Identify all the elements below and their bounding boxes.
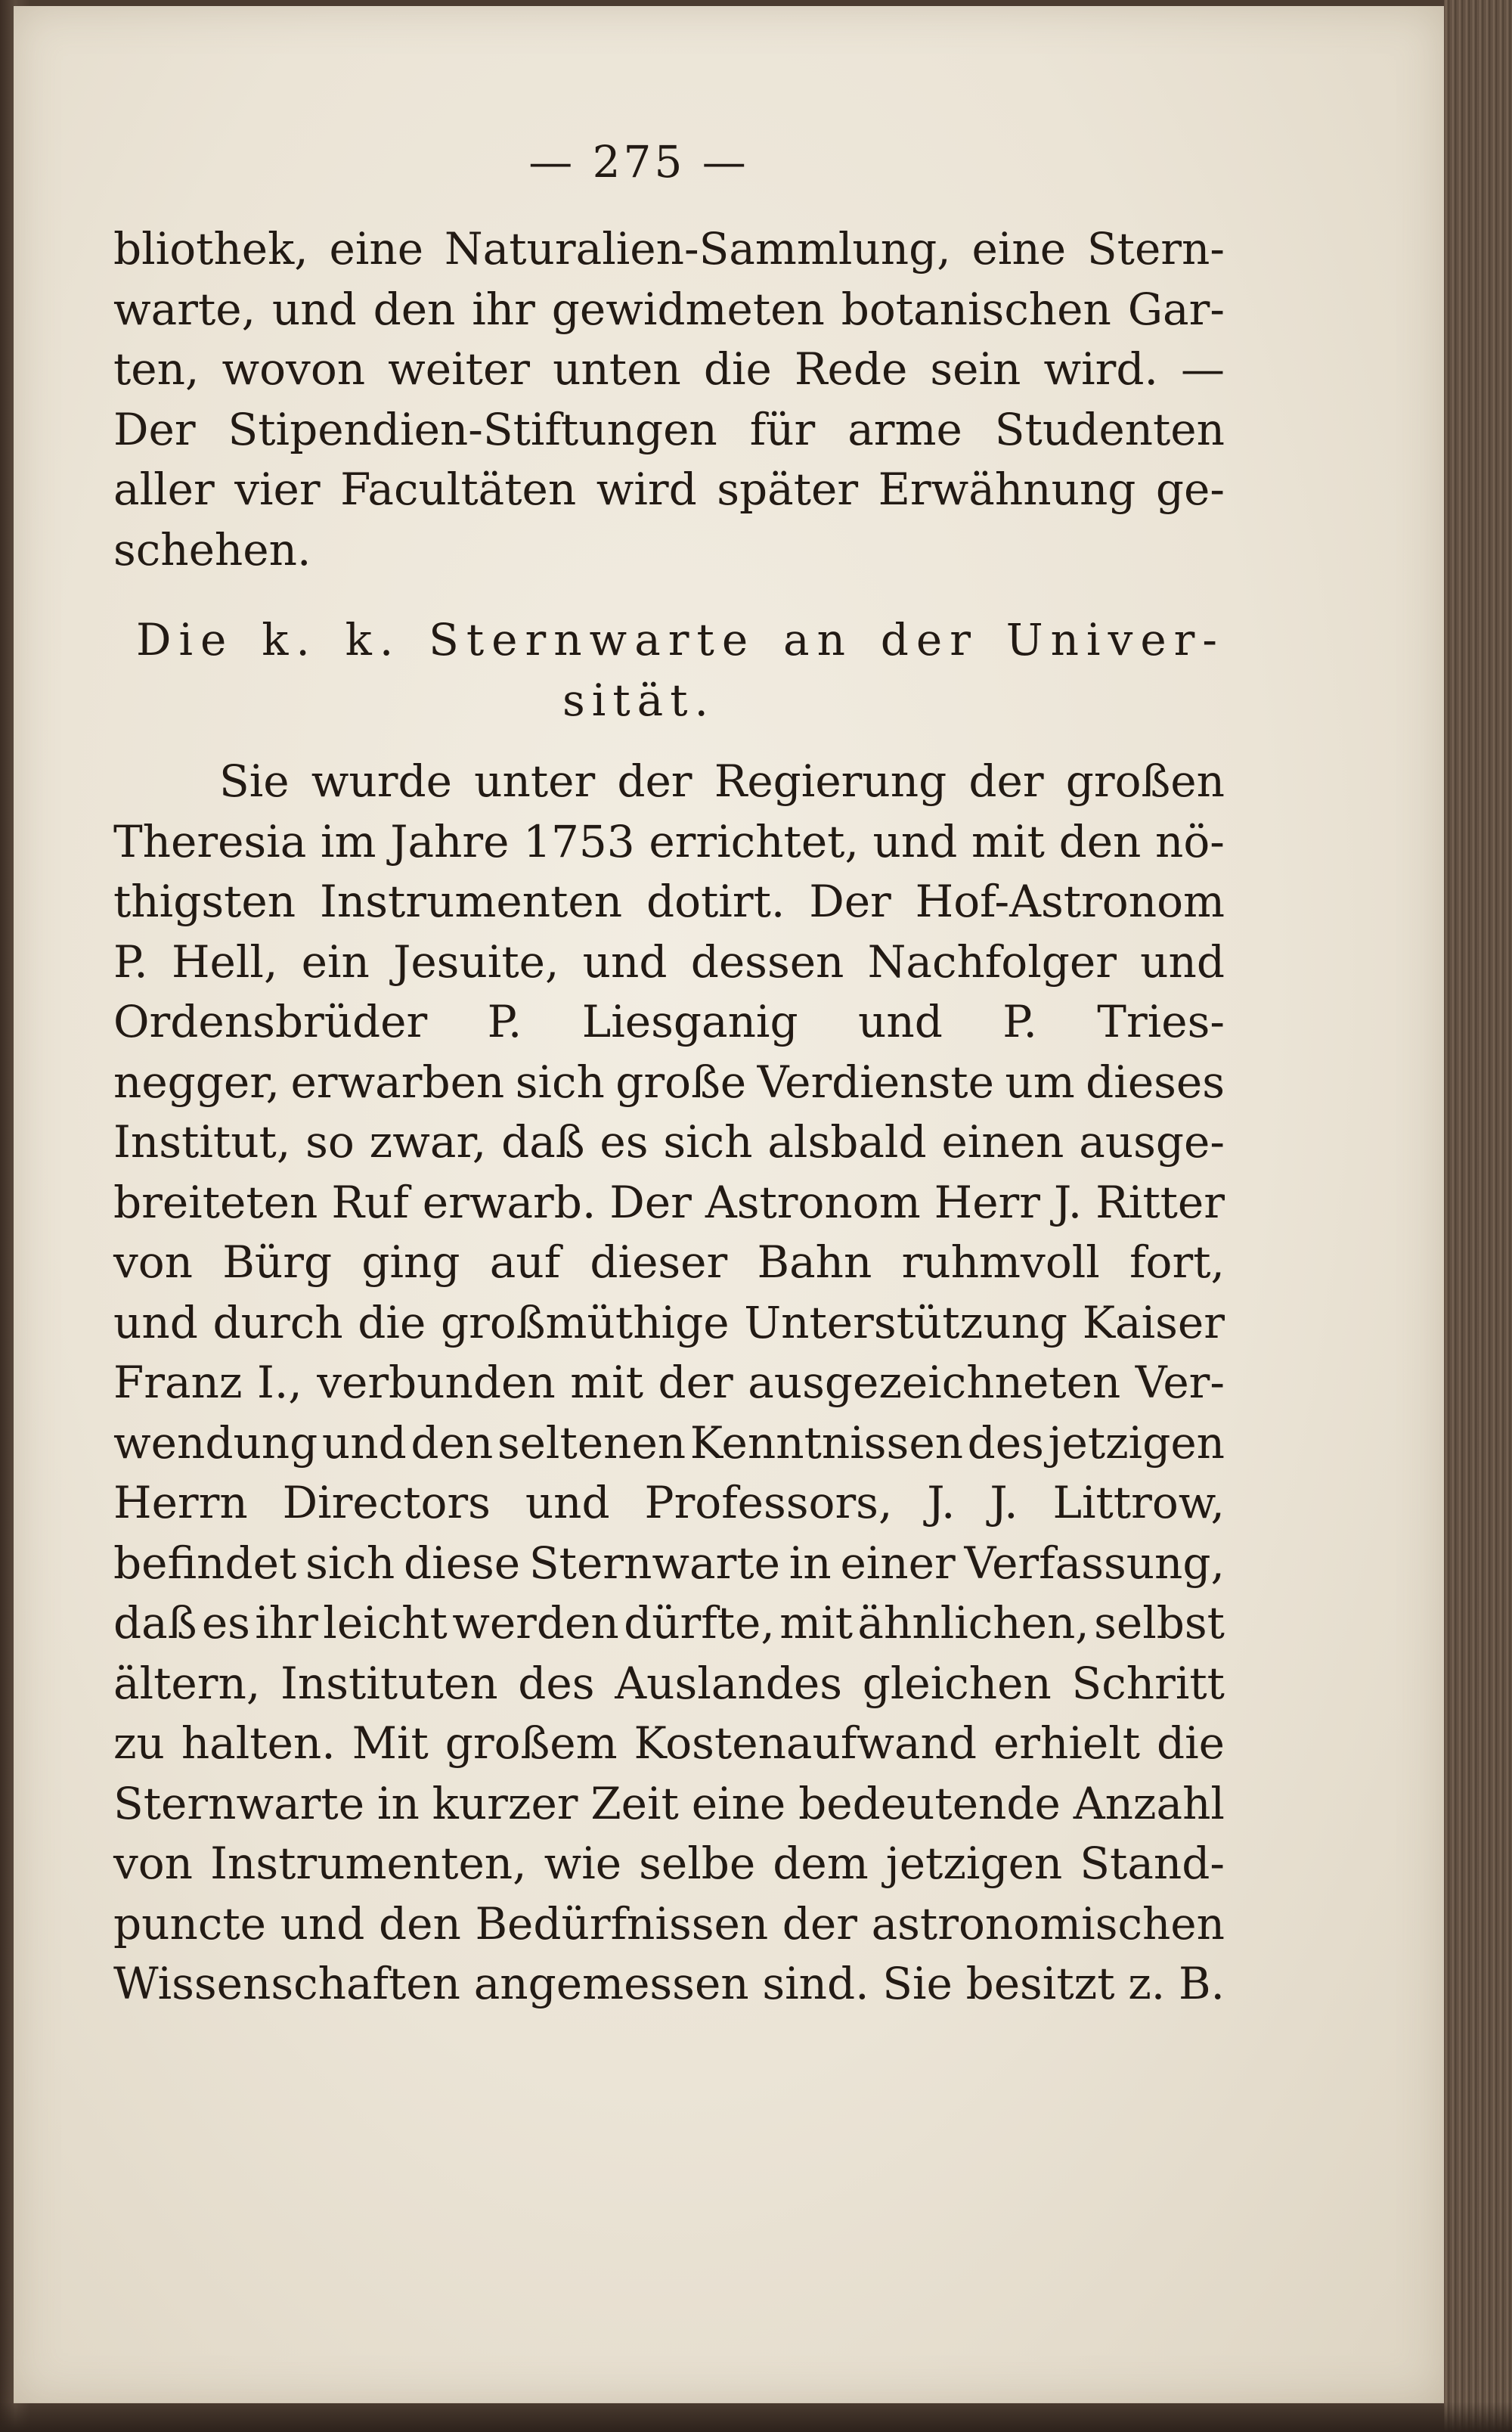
text-line: negger, erwarben sich große Verdienste um dieses bbox=[113, 1056, 1225, 1108]
text-line: befindet sich diese Sternwarte in einer Verfassung, bbox=[113, 1537, 1225, 1589]
text-line: und durch die großmüthige Unterstützung Kaiser bbox=[113, 1296, 1225, 1348]
text-line: breiteten Ruf erwarb. Der Astronom Herr J. Ritter bbox=[113, 1176, 1225, 1228]
paragraph-2 bbox=[113, 752, 1225, 2015]
text-line: von Bürg ging auf dieser Bahn ruhmvoll fort, bbox=[113, 1236, 1225, 1288]
text-line: Institut, so zwar, daß es sich alsbald einen ausge- bbox=[113, 1116, 1225, 1168]
text-line: warte, und den ihr gewidmeten botanischen Gar- bbox=[113, 283, 1225, 335]
page-number: — 275 — bbox=[528, 136, 749, 188]
section-heading-line-1: Die k. k. Sternwarte an der Univer- bbox=[136, 614, 1225, 665]
text-line: P. Hell, ein Jesuite, und dessen Nachfolger und bbox=[113, 935, 1225, 988]
text-line: aller vier Facultäten wird später Erwähnung ge- bbox=[113, 464, 1225, 515]
text-line: schehen. bbox=[113, 523, 311, 575]
text-line: Ordensbrüder P. Liesganig und P. Tries- bbox=[113, 996, 1225, 1047]
text-line: Herrn Directors und Professors, J. J. Littrow, bbox=[113, 1477, 1225, 1528]
text-line: bliothek, eine Naturalien-Sammlung, eine Stern- bbox=[113, 223, 1225, 275]
text-line: Sternwarte in kurzer Zeit eine bedeutende Anzahl bbox=[113, 1777, 1225, 1829]
text-line: ten, wovon weiter unten die Rede sein wird. — bbox=[113, 343, 1225, 395]
text-line: puncte und den Bedürfnissen der astronomischen bbox=[113, 1897, 1225, 1950]
text-line: wendung und den seltenen Kenntnissen des jetzigen bbox=[113, 1416, 1225, 1469]
text-line: Franz I., verbunden mit der ausgezeichneten Ver- bbox=[113, 1357, 1225, 1408]
text-line: Sie wurde unter der Regierung der großen bbox=[219, 755, 1225, 807]
text-line: thigsten Instrumenten dotirt. Der Hof-Astronom bbox=[113, 876, 1225, 927]
paragraph-1 bbox=[113, 219, 1225, 580]
text-line: Wissenschaften angemessen sind. Sie besitzt z. B. bbox=[113, 1958, 1225, 2009]
text-line: zu halten. Mit großem Kostenaufwand erhielt die bbox=[113, 1717, 1225, 1769]
text-line: von Instrumenten, wie selbe dem jetzigen Stand- bbox=[113, 1838, 1225, 1889]
bottom-shadow bbox=[0, 2402, 1512, 2432]
section-heading-line-2: sität. bbox=[562, 674, 715, 726]
page-edge-stack bbox=[1444, 0, 1512, 2432]
text-block bbox=[113, 136, 1225, 2015]
text-line: Der Stipendien-Stiftungen für arme Studenten bbox=[113, 403, 1225, 455]
text-line: daß es ihr leicht werden dürfte, mit ähnlichen, selbst bbox=[113, 1597, 1225, 1649]
text-line: Theresia im Jahre 1753 errichtet, und mit den nö- bbox=[113, 815, 1225, 867]
text-line: ältern, Instituten des Auslandes gleichen Schritt bbox=[113, 1657, 1225, 1709]
